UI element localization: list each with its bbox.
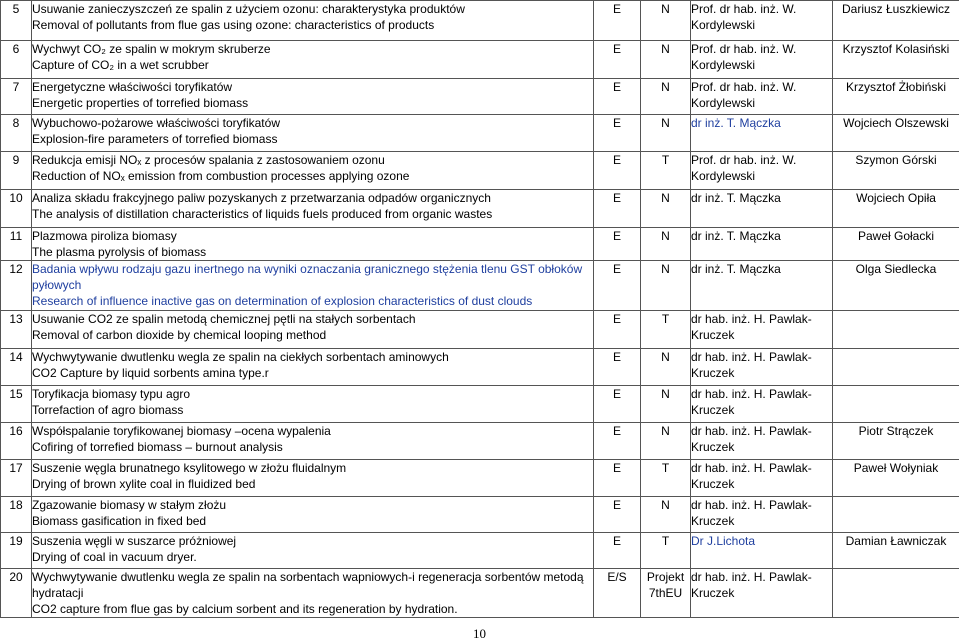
thesis-type: N [641,190,691,228]
student-name [833,349,959,386]
language-code: E [594,79,641,115]
table-row [1,41,959,79]
table-row [1,423,959,460]
student-name: Paweł Wołyniak [833,460,959,497]
student-name [833,311,959,349]
table-row [1,460,959,497]
row-number: 15 [1,386,32,423]
language-code: E [594,41,641,79]
thesis-type: Projekt 7thEU [641,569,691,618]
title-polish: Plazmowa piroliza biomasy [32,229,177,243]
thesis-type: T [641,152,691,190]
student-name [833,569,959,618]
student-name: Krzysztof Kolasiński [833,41,959,79]
title-english: Drying of coal in vacuum dryer. [32,550,197,564]
supervisor: dr hab. inż. H. Pawlak-Kruczek [691,497,833,533]
topic-title [32,79,594,115]
language-code: E [594,152,641,190]
title-english: Biomass gasification in fixed bed [32,514,207,528]
student-name: Olga Siedlecka [833,261,959,311]
language-code: E [594,311,641,349]
row-number: 10 [1,190,32,228]
topic-title [32,228,594,261]
thesis-type: N [641,79,691,115]
supervisor: dr hab. inż. H. Pawlak-Kruczek [691,423,833,460]
topic-title [32,41,594,79]
student-name: Wojciech Olszewski [833,115,959,152]
student-name [833,497,959,533]
student-name: Dariusz Łuszkiewicz [833,1,959,41]
title-english: Cofiring of torrefied biomass – burnout analysis [32,440,283,454]
supervisor: Prof. dr hab. inż. W. Kordylewski [691,79,833,115]
title-english: The analysis of distillation characteristics of liquids fuels produced from organic wastes [32,207,493,221]
language-code: E [594,1,641,41]
thesis-type: N [641,349,691,386]
row-number: 11 [1,228,32,261]
student-name: Piotr Strączek [833,423,959,460]
topic-title [32,423,594,460]
title-polish: Badania wpływu rodzaju gazu inertnego na wyniki oznaczania granicznego stężenia tlenu GST obłoków pyłowych [32,262,583,292]
topic-title [32,460,594,497]
table-row [1,311,959,349]
title-english: Capture of CO₂ in a wet scrubber [32,58,209,72]
thesis-type: T [641,311,691,349]
row-number: 13 [1,311,32,349]
supervisor: dr inż. T. Mączka [691,228,833,261]
topic-title [32,533,594,569]
row-number: 18 [1,497,32,533]
supervisor: dr hab. inż. H. Pawlak-Kruczek [691,311,833,349]
supervisor: dr hab. inż. H. Pawlak-Kruczek [691,349,833,386]
title-english: CO2 capture from flue gas by calcium sorbent and its regeneration by hydration. [32,602,458,616]
row-number: 9 [1,152,32,190]
topic-title [32,349,594,386]
language-code: E [594,423,641,460]
title-polish: Redukcja emisji NOₓ z procesów spalania z zastosowaniem ozonu [32,153,385,167]
table-row [1,228,959,261]
topic-title [32,261,594,311]
thesis-type: N [641,41,691,79]
supervisor: Dr J.Lichota [691,533,833,569]
supervisor: Prof. dr hab. inż. W. Kordylewski [691,41,833,79]
topic-title [32,497,594,533]
topic-title [32,152,594,190]
table-row [1,79,959,115]
supervisor: dr inż. T. Mączka [691,261,833,311]
language-code: E [594,460,641,497]
table-row [1,190,959,228]
topic-title [32,569,594,618]
title-polish: Energetyczne właściwości toryfikatów [32,80,233,94]
language-code: E/S [594,569,641,618]
title-polish: Suszenie węgla brunatnego ksylitowego w złożu fluidalnym [32,461,347,475]
table-row [1,497,959,533]
supervisor: dr hab. inż. H. Pawlak-Kruczek [691,569,833,618]
supervisor: dr hab. inż. H. Pawlak-Kruczek [691,386,833,423]
title-english: CO2 Capture by liquid sorbents amina type.r [32,366,269,380]
title-polish: Wychwytywanie dwutlenku wegla ze spalin na sorbentach wapniowych-i regeneracja sorbentów metodą hydratacji [32,570,584,600]
topic-title [32,311,594,349]
language-code: E [594,190,641,228]
thesis-type: N [641,261,691,311]
table-row [1,115,959,152]
row-number: 6 [1,41,32,79]
student-name [833,386,959,423]
supervisor: Prof. dr hab. inż. W. Kordylewski [691,1,833,41]
student-name: Krzysztof Żłobiński [833,79,959,115]
thesis-type: N [641,1,691,41]
student-name: Damian Ławniczak [833,533,959,569]
thesis-type: N [641,115,691,152]
title-english: Drying of brown xylite coal in fluidized bed [32,477,256,491]
language-code: E [594,115,641,152]
thesis-type: N [641,386,691,423]
thesis-type: T [641,533,691,569]
row-number: 16 [1,423,32,460]
row-number: 5 [1,1,32,41]
thesis-type: T [641,460,691,497]
language-code: E [594,261,641,311]
supervisor: dr hab. inż. H. Pawlak-Kruczek [691,460,833,497]
supervisor: Prof. dr hab. inż. W. Kordylewski [691,152,833,190]
table-row [1,349,959,386]
title-polish: Wychwyt CO₂ ze spalin w mokrym skruberze [32,42,271,56]
topic-title [32,115,594,152]
row-number: 12 [1,261,32,311]
table-row [1,386,959,423]
thesis-type: N [641,497,691,533]
student-name: Paweł Gołacki [833,228,959,261]
language-code: E [594,349,641,386]
title-polish: Zgazowanie biomasy w stałym złożu [32,498,227,512]
title-english: The plasma pyrolysis of biomass [32,245,207,259]
language-code: E [594,533,641,569]
title-polish: Współspalanie toryfikowanej biomasy –ocena wypalenia [32,424,331,438]
student-name: Szymon Górski [833,152,959,190]
title-polish: Wybuchowo-pożarowe właściwości toryfikatów [32,116,280,130]
title-polish: Wychwytywanie dwutlenku wegla ze spalin na ciekłych sorbentach aminowych [32,350,449,364]
title-english: Removal of carbon dioxide by chemical looping method [32,328,327,342]
title-english: Torrefaction of agro biomass [32,403,184,417]
table-row [1,1,959,41]
title-english: Research of influence inactive gas on determination of explosion characteristics of dust clouds [32,294,533,308]
row-number: 17 [1,460,32,497]
row-number: 20 [1,569,32,618]
student-name: Wojciech Opiła [833,190,959,228]
title-polish: Analiza składu frakcyjnego paliw pozyskanych z przetwarzania odpadów organicznych [32,191,491,205]
title-polish: Usuwanie zanieczyszczeń ze spalin z użyciem ozonu: charakterystyka produktów [32,2,465,16]
language-code: E [594,386,641,423]
row-number: 14 [1,349,32,386]
supervisor: dr inż. T. Mączka [691,115,833,152]
title-english: Energetic properties of torrefied biomass [32,96,249,110]
title-polish: Usuwanie CO2 ze spalin metodą chemicznej pętli na stałych sorbentach [32,312,416,326]
title-english: Reduction of NOₓ emission from combustion processes applying ozone [32,169,410,183]
topic-title [32,386,594,423]
topic-title [32,190,594,228]
table-row [1,569,959,618]
topic-title [32,1,594,41]
title-english: Explosion-fire parameters of torrefied biomass [32,132,278,146]
row-number: 8 [1,115,32,152]
language-code: E [594,228,641,261]
language-code: E [594,497,641,533]
title-polish: Suszenia węgli w suszarce próżniowej [32,534,237,548]
title-polish: Toryfikacja biomasy typu agro [32,387,191,401]
thesis-type: N [641,228,691,261]
table-row [1,533,959,569]
row-number: 7 [1,79,32,115]
supervisor: dr inż. T. Mączka [691,190,833,228]
table-row [1,261,959,311]
table-body [1,1,959,618]
row-number: 19 [1,533,32,569]
table-row [1,152,959,190]
page-number: 10 [473,626,486,641]
thesis-type: N [641,423,691,460]
title-english: Removal of pollutants from flue gas using ozone: characteristics of products [32,18,435,32]
